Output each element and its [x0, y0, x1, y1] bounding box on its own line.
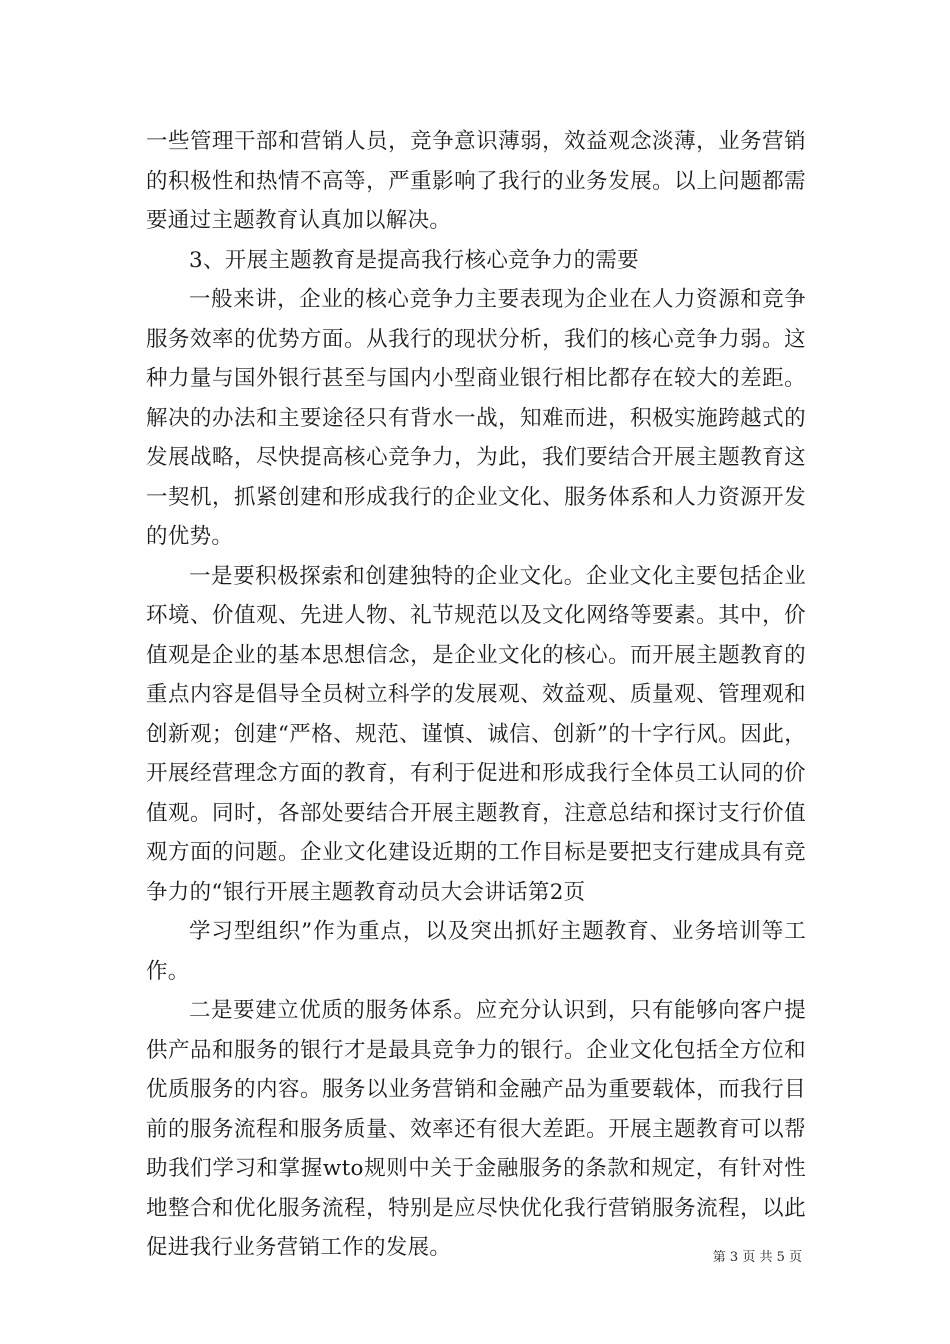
document-body [146, 122, 806, 1268]
paragraph-learning-organization: 学习型组织”作为重点，以及突出抓好主题教育、业务培训等工作。 [146, 919, 806, 984]
paragraph-service-system: 二是要建立优质的服务体系。应充分认识到，只有能够向客户提供产品和服务的银行才是最具竞争力的银行。企业文化包括全方位和优质服务的内容。服务以业务营销和金融产品为重要载体，而我行目前的服务流程和服务质量、效率还有很大差距。开展主题教育可以帮助我们学习和掌握wto规则中关于金融服务的条款和规定，有针对性地整合和优化服务流程，特别是应尽快优化我行营销服务流程，以此促进我行业务营销工作的发展。 [146, 998, 806, 1260]
section-heading: 3、开展主题教育是提高我行核心竞争力的需要 [189, 247, 639, 273]
page-number: 第 3 页 共 5 页 [712, 1250, 802, 1265]
paragraph-continuation: 一些管理干部和营销人员，竞争意识薄弱，效益观念淡薄，业务营销的积极性和热情不高等，严重影响了我行的业务发展。以上问题都需要通过主题教育认真加以解决。 [146, 129, 806, 233]
paragraph-core-competitiveness: 一般来讲，企业的核心竞争力主要表现为企业在人力资源和竞争服务效率的优势方面。从我行的现状分析，我们的核心竞争力弱。这种力量与国外银行甚至与国内小型商业银行相比都存在较大的差距。解决的办法和主要途径只有背水一战，知难而进，积极实施跨越式的发展战略，尽快提高核心竞争力，为此，我们要结合开展主题教育这一契机，抓紧创建和形成我行的企业文化、服务体系和人力资源开发的优势。 [146, 287, 806, 549]
paragraph-corporate-culture: 一是要积极探索和创建独特的企业文化。企业文化主要包括企业环境、价值观、先进人物、礼节规范以及文化网络等要素。其中，价值观是企业的基本思想信念，是企业文化的核心。而开展主题教育的重点内容是倡导全员树立科学的发展观、效益观、质量观、管理观和创新观；创建“严格、规范、谨慎、诚信、创新”的十字行风。因此，开展经营理念方面的教育，有利于促进和形成我行全体员工认同的价值观。同时，各部处要结合开展主题教育，注意总结和探讨支行价值观方面的问题。企业文化建设近期的工作目标是要把支行建成具有竞争力的“银行开展主题教育动员大会讲话第2页 [146, 563, 806, 905]
